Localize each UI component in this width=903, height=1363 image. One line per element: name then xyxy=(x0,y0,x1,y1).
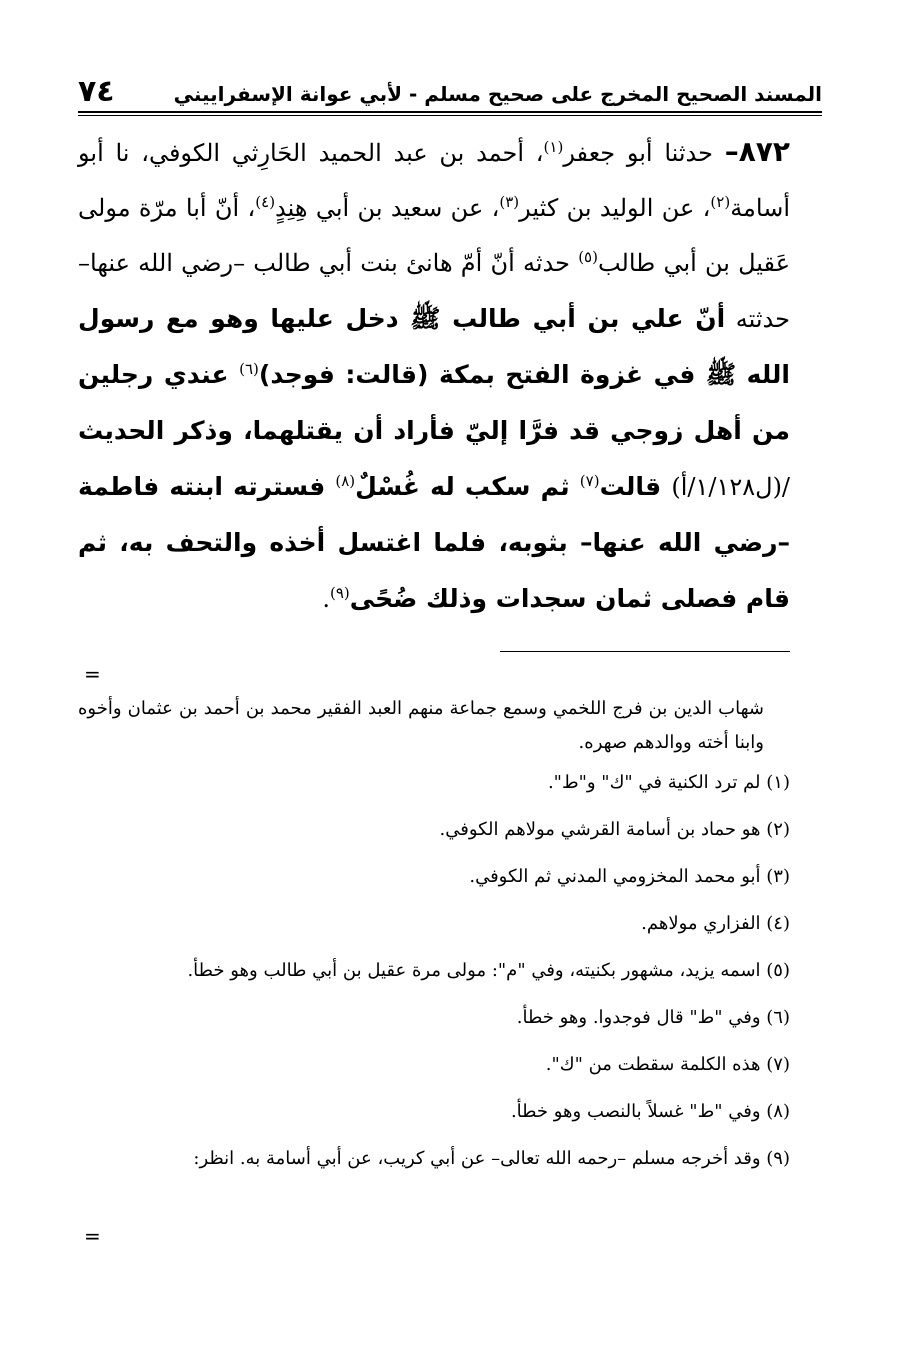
footnote-item: (٦) وفي "ط" قال فوجدوا. وهو خطأ. xyxy=(516,1007,790,1028)
footnote-ref: (٢) xyxy=(710,193,731,211)
footnote-ref: (٦) xyxy=(239,360,259,378)
hadith-isnad-part: حدثنا أبو جعفر xyxy=(563,139,725,167)
hadith-matn-part: أنّ علي بن أبي طالب ﷺ دخل عليها وهو مع رسول الله ﷺ في غزوة الفتح بمكة (قالت: فوجد) xyxy=(78,304,790,389)
hadith-number: ٨٧٢– xyxy=(724,135,790,168)
hadith-isnad-part: ، أحمد بن عبد الحميد الحَارِثي الكوفي، نا أبو أسامة xyxy=(78,139,790,222)
footnote-separator xyxy=(500,651,790,652)
continuation-mark-bottom: = xyxy=(84,1224,101,1248)
continuation-mark-top: = xyxy=(84,662,101,686)
footnote-item: (٤) الفزاري مولاهم. xyxy=(641,913,790,934)
page-number: ٧٤ xyxy=(78,74,115,109)
footnote-ref: (٨) xyxy=(335,472,356,490)
footnote-ref: (٣) xyxy=(499,193,520,211)
footnote-item: (٥) اسمه يزيد، مشهور بكنيته، وفي "م": مولى مرة عقيل بن أبي طالب وهو خطأ. xyxy=(187,960,790,981)
hadith-matn-part: قالت xyxy=(599,472,672,501)
hadith-isnad-part: ، عن سعيد بن أبي هِنِدٍ xyxy=(275,194,500,222)
hadith-isnad-part: ، أنّ أبا مرّة مولى عَقيل بن أبي طالب xyxy=(78,194,791,277)
footnote-ref: (٤) xyxy=(255,193,276,211)
hadith-isnad-part: حدثه أنّ أمّ هانئ بنت أبي طالب –رضي الله عنها– حدثته xyxy=(78,249,790,333)
hadith-matn-part: ثم سكب له غُسْلٌ xyxy=(355,472,580,501)
footnote-continuation: شهاب الدين بن فرج اللخمي وسمع جماعة منهم العبد الفقير محمد بن أحمد بن عثمان وأخوه وابنا أخته ووالدهم صهره. xyxy=(78,698,764,753)
footnote-item: (٣) أبو محمد المخزومي المدني ثم الكوفي. xyxy=(469,866,790,887)
footnote-ref: (١) xyxy=(543,138,564,156)
footnote-ref: (٧) xyxy=(579,472,600,490)
header-rule xyxy=(78,111,822,113)
hadith-matn-part: عندي رجلين من أهل زوجي قد فرَّا إليّ فأراد أن يقتلهما، وذكر الحديث xyxy=(78,360,790,445)
footnote-ref: (٩) xyxy=(330,584,350,602)
footnotes xyxy=(78,692,790,1189)
footnote-item: (٩) وقد أخرجه مسلم –رحمه الله تعالى– عن أبي كريب، عن أبي أسامة به. انظر: xyxy=(193,1148,790,1169)
footnote-item: (٨) وفي "ط" غسلاً بالنصب وهو خطأ. xyxy=(510,1101,790,1122)
footnote-ref: (٥) xyxy=(578,248,598,266)
running-title: المسند الصحيح المخرج على صحيح مسلم - لأبي عوانة الإسفراييني xyxy=(173,82,822,106)
header-rule-thin xyxy=(78,115,822,116)
page-header xyxy=(78,74,822,108)
hadith-matn-part: فسترته ابنته فاطمة –رضي الله عنها– بثوبه، فلما اغتسل أخذه والتحف به، ثم قام فصلى ثمان سجدات وذلك ضُحًى xyxy=(78,472,790,613)
footnote-item: (١) لم ترد الكنية في "ك" و"ط". xyxy=(547,772,790,793)
hadith-text xyxy=(78,124,790,627)
hadith-end-mark: . xyxy=(322,585,330,613)
footnote-item: (٢) هو حماد بن أسامة القرشي مولاهم الكوفي. xyxy=(439,819,790,840)
hadith-isnad-part: ، عن الوليد بن كثير xyxy=(519,194,711,222)
footnote-item: (٧) هذه الكلمة سقطت من "ك". xyxy=(545,1054,790,1075)
manuscript-ref: /(ل١/١٢٨/أ) xyxy=(671,473,791,501)
